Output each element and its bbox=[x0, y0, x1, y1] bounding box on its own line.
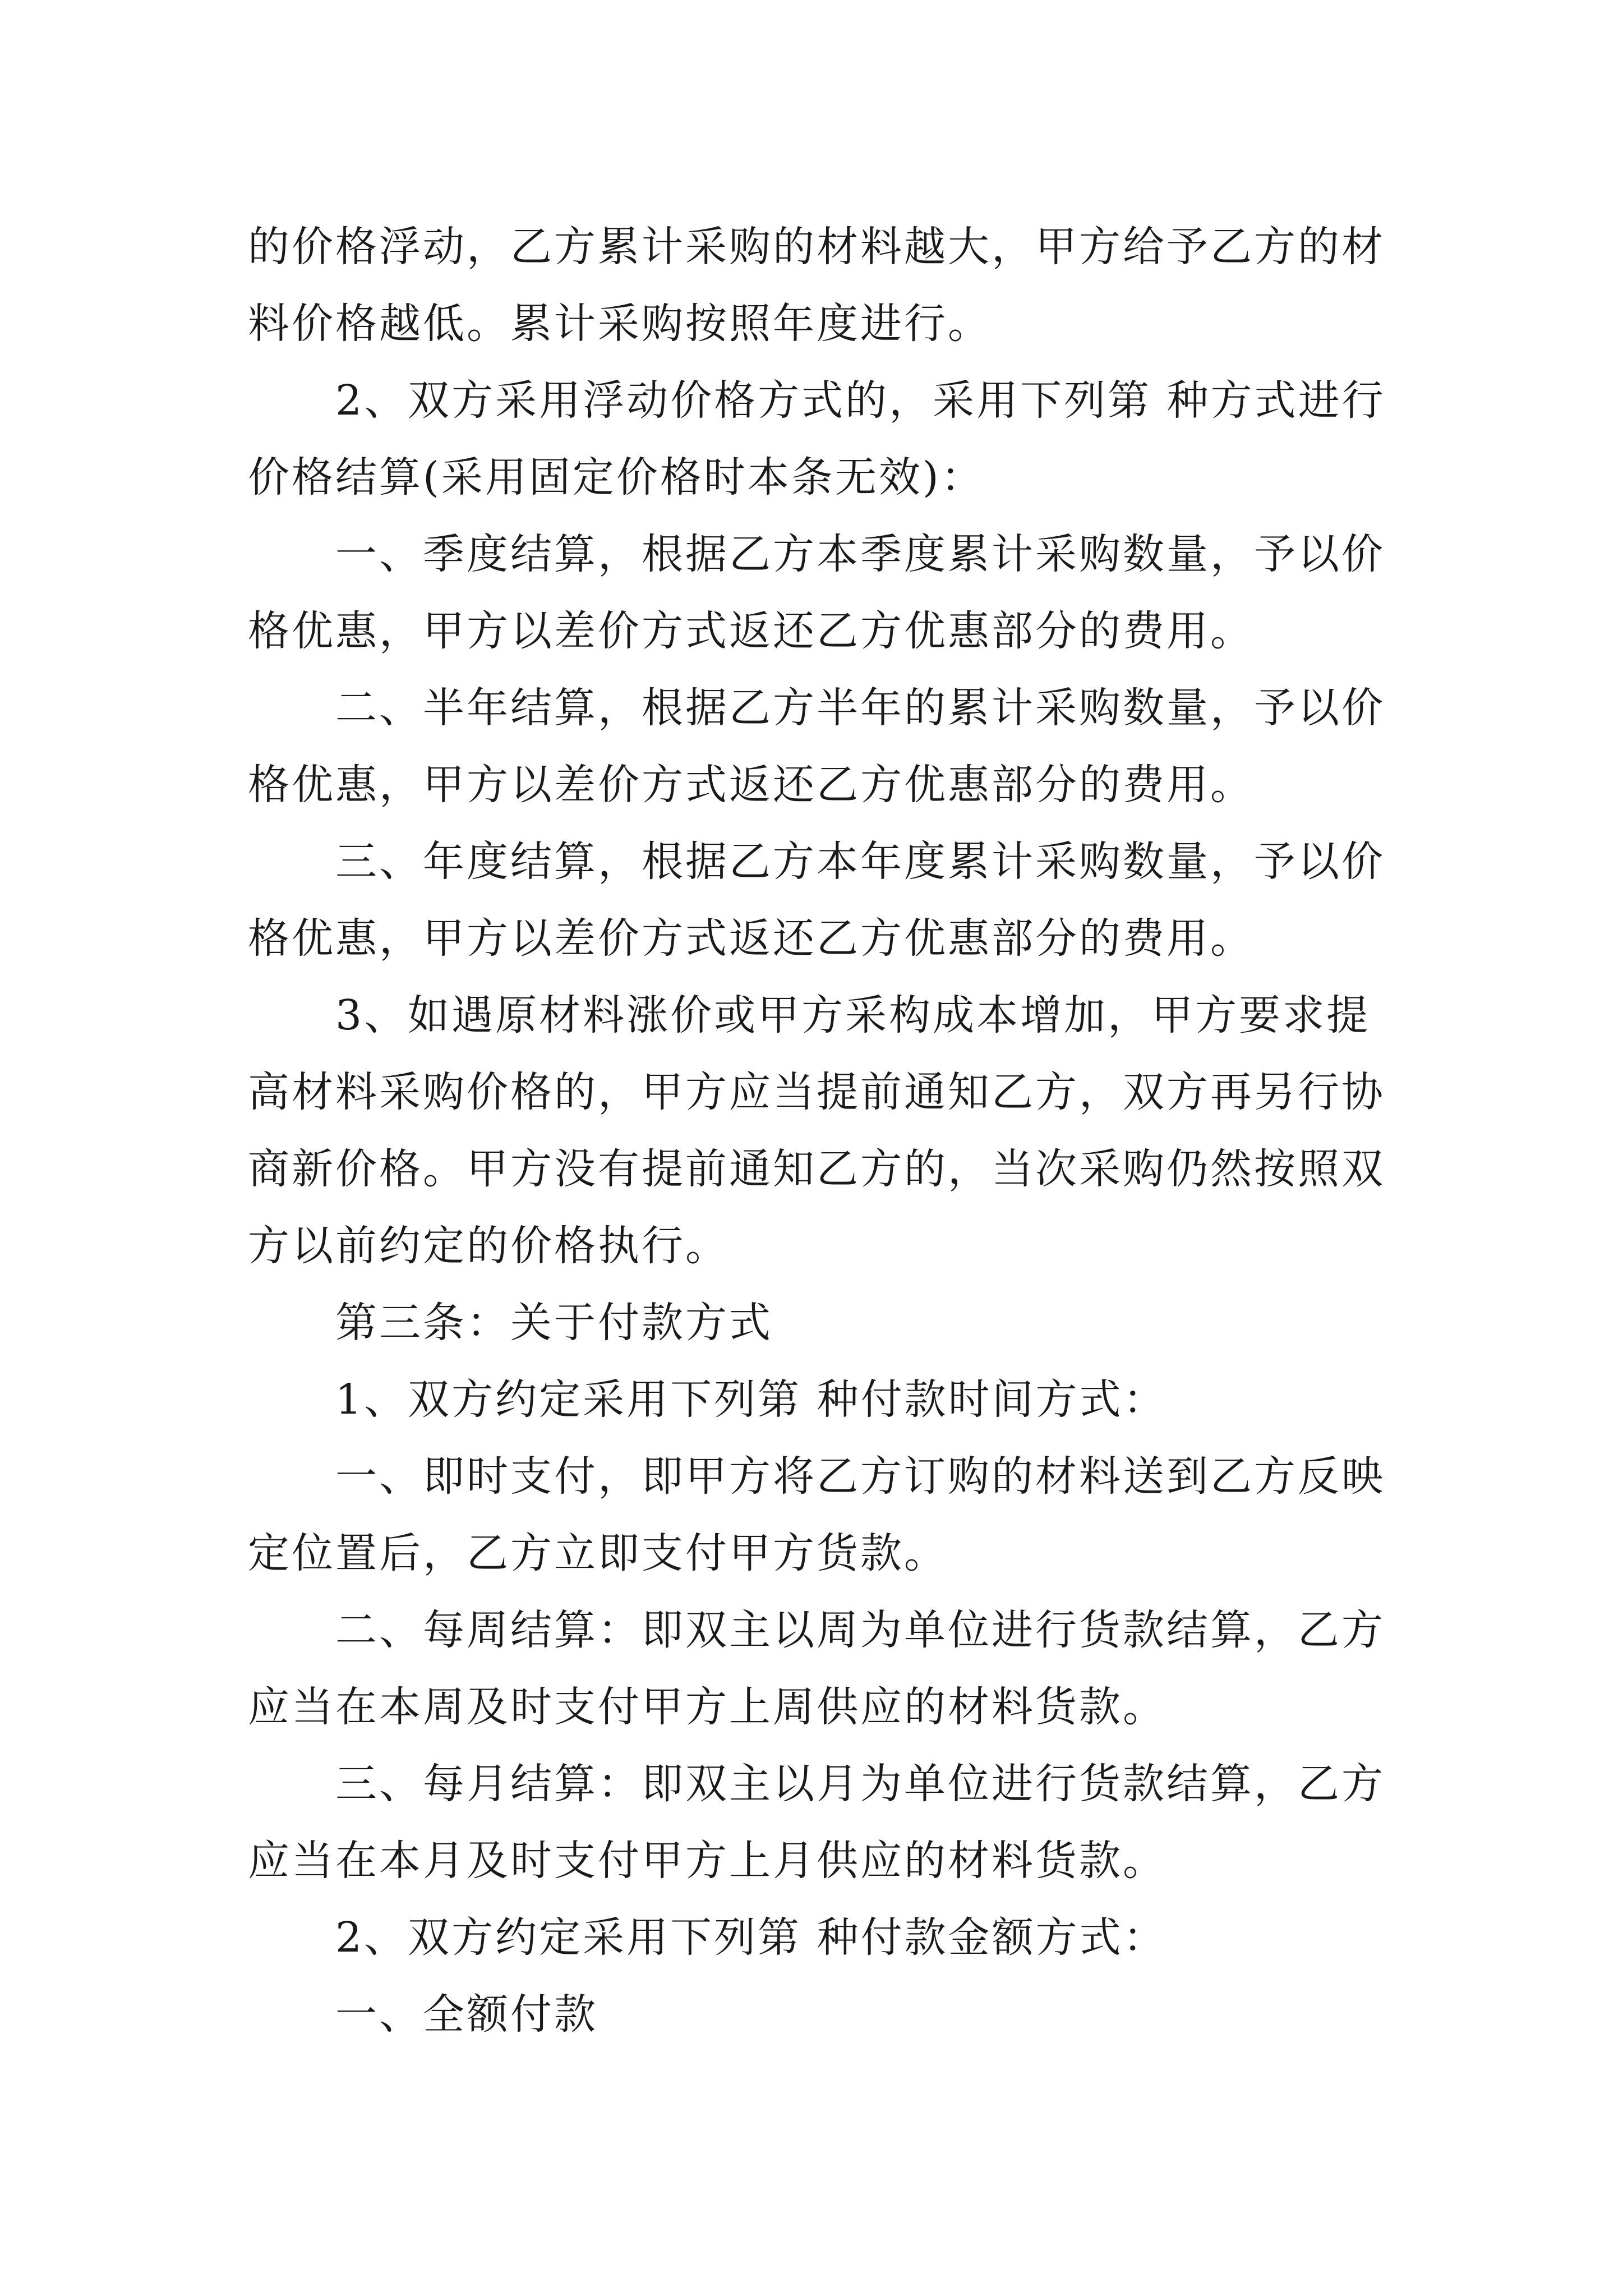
text-line: 二、半年结算，根据乙方半年的累计采购数量，予以价 bbox=[335, 684, 1385, 732]
section-heading: 第三条：关于付款方式 bbox=[335, 1299, 773, 1347]
text-line: 3、如遇原材料涨价或甲方采构成本增加，甲方要求提 bbox=[335, 991, 1371, 1039]
text-line: 定位置后，乙方立即支付甲方货款。 bbox=[248, 1529, 948, 1577]
heading-article-3-payment bbox=[248, 1285, 1381, 1361]
paragraph-option-monthly-settlement bbox=[248, 1746, 1385, 1899]
paragraph-option-quarterly bbox=[248, 516, 1385, 670]
paragraph-option-half-year bbox=[248, 670, 1385, 823]
paragraph-payment-amount-method bbox=[248, 1899, 1381, 1976]
text-line: 三、年度结算，根据乙方本年度累计采购数量，予以价 bbox=[335, 838, 1385, 886]
paragraph-clause-2-float-settlement bbox=[248, 362, 1386, 516]
text-line: 格优惠，甲方以差价方式返还乙方优惠部分的费用。 bbox=[248, 761, 1254, 809]
text-line: 一、即时支付，即甲方将乙方订购的材料送到乙方反映 bbox=[335, 1452, 1385, 1501]
paragraph-option-full-payment bbox=[248, 1976, 1381, 2053]
text-line: 2、双方采用浮动价格方式的，采用下列第 种方式进行 bbox=[335, 376, 1386, 425]
text-line: 方以前约定的价格执行。 bbox=[248, 1222, 729, 1270]
document-body bbox=[248, 209, 1386, 2053]
paragraph-option-annual bbox=[248, 823, 1385, 977]
paragraph-option-weekly-settlement bbox=[248, 1592, 1385, 1746]
text-line: 格优惠，甲方以差价方式返还乙方优惠部分的费用。 bbox=[248, 607, 1254, 655]
text-line: 料价格越低。累计采购按照年度进行。 bbox=[248, 300, 992, 348]
text-line: 价格结算(采用固定价格时本条无效)： bbox=[248, 453, 985, 501]
text-line: 格优惠，甲方以差价方式返还乙方优惠部分的费用。 bbox=[248, 914, 1254, 963]
text-line: 一、全额付款 bbox=[335, 1990, 598, 2039]
text-line: 应当在本周及时支付甲方上周供应的材料货款。 bbox=[248, 1683, 1166, 1731]
text-line: 三、每月结算：即双主以月为单位进行货款结算，乙方 bbox=[335, 1760, 1385, 1808]
paragraph-clause-3-price-increase bbox=[248, 977, 1385, 1285]
paragraph-option-immediate-payment bbox=[248, 1438, 1385, 1592]
text-line: 二、每周结算：即双主以周为单位进行货款结算，乙方 bbox=[335, 1606, 1385, 1654]
text-line: 高材料采购价格的，甲方应当提前通知乙方，双方再另行协 bbox=[248, 1068, 1385, 1116]
text-line: 商新价格。甲方没有提前通知乙方的，当次采购仍然按照双 bbox=[248, 1145, 1385, 1193]
text-line: 1、双方约定采用下列第 种付款时间方式： bbox=[335, 1375, 1167, 1424]
paragraph-payment-time-method bbox=[248, 1361, 1381, 1438]
text-line: 应当在本月及时支付甲方上月供应的材料货款。 bbox=[248, 1837, 1166, 1885]
text-line: 一、季度结算，根据乙方本季度累计采购数量，予以价 bbox=[335, 530, 1385, 578]
paragraph-price-float-continued bbox=[248, 209, 1385, 362]
text-line: 2、双方约定采用下列第 种付款金额方式： bbox=[335, 1913, 1167, 1962]
text-line: 的价格浮动，乙方累计采购的材料越大，甲方给予乙方的材 bbox=[248, 223, 1385, 271]
